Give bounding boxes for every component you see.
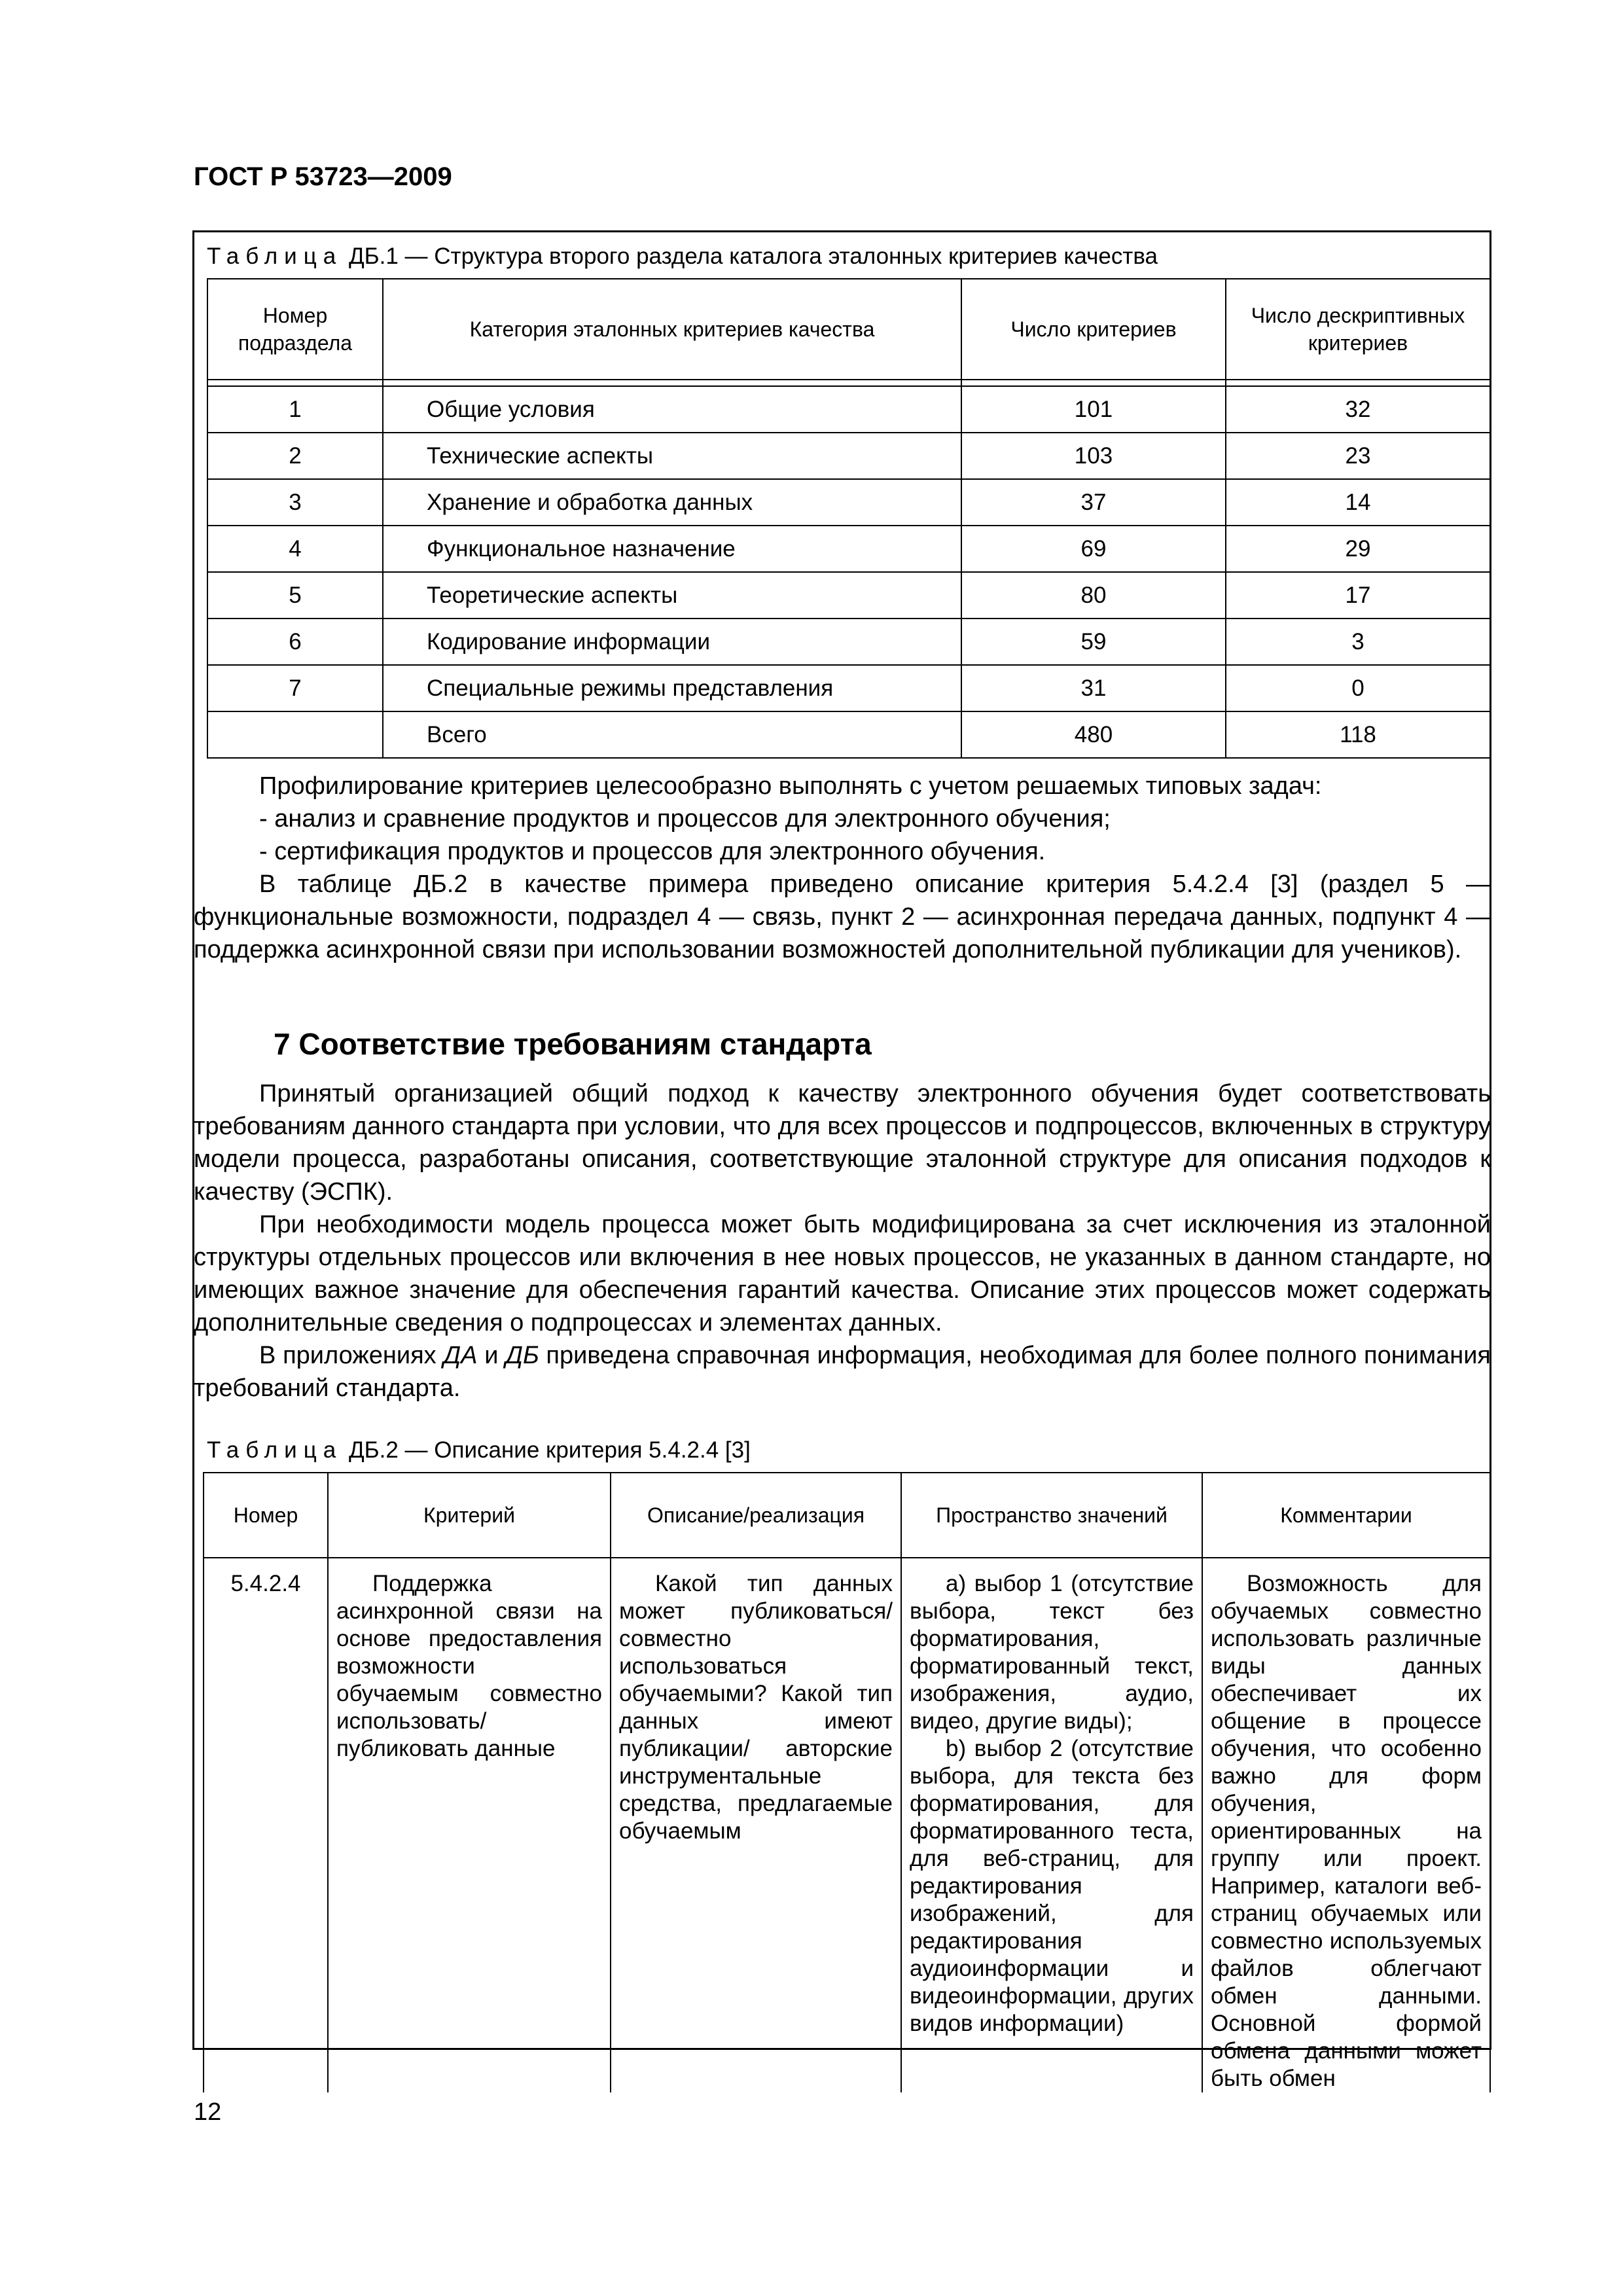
- row-num: 1: [207, 386, 383, 433]
- row-descriptive-count: 0: [1226, 665, 1490, 711]
- paragraph: [194, 1339, 1491, 1405]
- row-num: 7: [207, 665, 383, 711]
- paragraph: В таблице ДБ.2 в качестве примера приведено описание критерия 5.4.2.4 [3] (раздел 5 — функциональные возможности, подраздел 4 — связь, пункт 2 — асинхронная передача данных, подпункт 4 — поддержка асинхронной связи при использовании возможностей дополнительной публикации для учеников).: [194, 870, 1491, 963]
- table2-col-header: Номер: [204, 1473, 328, 1558]
- table-row: [207, 433, 1490, 479]
- row-criteria-count: 80: [961, 572, 1226, 619]
- row-num: 3: [207, 479, 383, 526]
- row-category: Кодирование информации: [383, 619, 961, 665]
- value-space-cell: [901, 1570, 1202, 2092]
- section7-body: [194, 1077, 1491, 1405]
- table2-col-header: Пространство значений: [901, 1473, 1202, 1558]
- row-category: Общие условия: [383, 386, 961, 433]
- row-descriptive-count: 23: [1226, 433, 1490, 479]
- table1-caption-prefix: Таблица: [207, 243, 343, 269]
- row-category: Специальные режимы представления: [383, 665, 961, 711]
- text-fragment: и: [477, 1342, 506, 1369]
- appendix-ref: ДА: [443, 1342, 478, 1369]
- comments-cell: [1202, 1570, 1490, 2092]
- table-row: [207, 619, 1490, 665]
- table1-col-header: Номер подраздела: [207, 279, 383, 380]
- table2-col-header: Описание/реализация: [611, 1473, 901, 1558]
- text-fragment: В приложениях: [259, 1342, 444, 1369]
- row-criteria-count: 59: [961, 619, 1226, 665]
- row-descriptive-count: 14: [1226, 479, 1490, 526]
- paragraph: Профилирование критериев целесообразно выполнять с учетом решаемых типовых задач:: [259, 772, 1322, 800]
- row-num: 4: [207, 526, 383, 572]
- table-row: [207, 572, 1490, 619]
- row-num: 2: [207, 433, 383, 479]
- row-descriptive-count: 17: [1226, 572, 1490, 619]
- table-row: [207, 665, 1490, 711]
- value-option-b: b) выбор 2 (отсутствие выбора, для текста без форматирования, для форматированного теста, для веб-страниц, для редактирования изображений, для редактирования аудиоинформации и видеоинформации, других видов информации): [910, 1736, 1194, 2036]
- table1-header-row: [207, 279, 1490, 380]
- table1-col-header: Число критериев: [961, 279, 1226, 380]
- row-category: Всего: [383, 711, 961, 758]
- criterion-cell: [328, 1570, 611, 2092]
- row-criteria-count: 31: [961, 665, 1226, 711]
- table2: [203, 1472, 1491, 2092]
- row-descriptive-count: 118: [1226, 711, 1490, 758]
- table-row: [204, 1570, 1490, 2092]
- table1: [207, 278, 1491, 759]
- table-row: [207, 386, 1490, 433]
- table2-caption: [207, 1437, 751, 1463]
- row-descriptive-count: 3: [1226, 619, 1490, 665]
- paragraph: Принятый организацией общий подход к качеству электронного обучения будет соответствовать требованиям данного стандарта при условии, что для всех процессов и подпроцессов, включенных в структуру модели процесса, разработаны описания, соответствующие эталонной структуре для описания подходов к качеству (ЭСПК).: [194, 1080, 1491, 1206]
- comments-text: Возможность для обучаемых совместно использовать различные виды данных обеспечивает их общение в процессе обучения, что особенно важно для форм обучения, ориентированных на группу или проект. Например, каталоги веб-страниц обучаемых или совместно используемых файлов облегчают обмен данными. Основной формой обмена данными может быть обмен: [1211, 1571, 1482, 2091]
- table-row: [207, 479, 1490, 526]
- table-row-total: [207, 711, 1490, 758]
- text-fragment: приведена справочная информация, необходимая для более полного понимания требований стандарта.: [194, 1342, 1491, 1402]
- criterion-text: Поддержка асинхронной связи на основе предоставления возможности обучаемым совместно использовать/публиковать данные: [336, 1571, 602, 1761]
- row-criteria-count: 480: [961, 711, 1226, 758]
- row-category: Теоретические аспекты: [383, 572, 961, 619]
- row-criteria-count: 69: [961, 526, 1226, 572]
- table2-col-header: Комментарии: [1202, 1473, 1490, 1558]
- table1-col-header: Категория эталонных критериев качества: [383, 279, 961, 380]
- row-category: Функциональное назначение: [383, 526, 961, 572]
- value-option-a: a) выбор 1 (отсутствие выбора, текст без форматирования, форматированный текст, изображения, аудио, видео, другие виды);: [910, 1571, 1194, 1734]
- table1-caption: [207, 243, 1158, 270]
- row-num: [207, 711, 383, 758]
- paragraph: При необходимости модель процесса может быть модифицирована за счет исключения из эталонной структуры отдельных процессов или включения в нее новых процессов, не указанных в данном стандарте, но имеющих важное значение для обеспечения гарантий качества. Описание этих процессов может содержать дополнительные сведения о подпроцессах и элементах данных.: [194, 1211, 1491, 1336]
- page-number: 12: [194, 2098, 222, 2126]
- row-criteria-count: 101: [961, 386, 1226, 433]
- table2-caption-prefix: Таблица: [207, 1437, 343, 1463]
- section-heading: 7 Соответствие требованиям стандарта: [274, 1027, 872, 1061]
- table2-caption-text: ДБ.2 — Описание критерия 5.4.2.4 [3]: [348, 1437, 751, 1463]
- row-category: Хранение и обработка данных: [383, 479, 961, 526]
- list-item: - анализ и сравнение продуктов и процессов для электронного обучения;: [259, 805, 1111, 833]
- row-category: Технические аспекты: [383, 433, 961, 479]
- row-num: 6: [207, 619, 383, 665]
- table2-col-header: Критерий: [328, 1473, 611, 1558]
- standard-id: ГОСТ Р 53723—2009: [194, 162, 452, 191]
- table-row: [207, 526, 1490, 572]
- table1-caption-text: ДБ.1 — Структура второго раздела каталога эталонных критериев качества: [348, 243, 1158, 269]
- row-criteria-count: 103: [961, 433, 1226, 479]
- appendix-ref: ДБ: [505, 1342, 539, 1369]
- criterion-number: 5.4.2.4: [204, 1570, 328, 2092]
- row-descriptive-count: 32: [1226, 386, 1490, 433]
- text-block-profiling: [194, 770, 1491, 966]
- row-num: 5: [207, 572, 383, 619]
- description-cell: [611, 1570, 901, 2092]
- description-text: Какой тип данных может публиковаться/совместно использоваться обучаемыми? Какой тип данных имеют публикации/ авторские инструментальные средства, предлагаемые обучаемым: [619, 1571, 893, 1844]
- list-item: - сертификация продуктов и процессов для электронного обучения.: [259, 838, 1046, 865]
- row-criteria-count: 37: [961, 479, 1226, 526]
- row-descriptive-count: 29: [1226, 526, 1490, 572]
- table1-col-header: Число дескриптивных критериев: [1226, 279, 1490, 380]
- table2-header-row: [204, 1473, 1490, 1558]
